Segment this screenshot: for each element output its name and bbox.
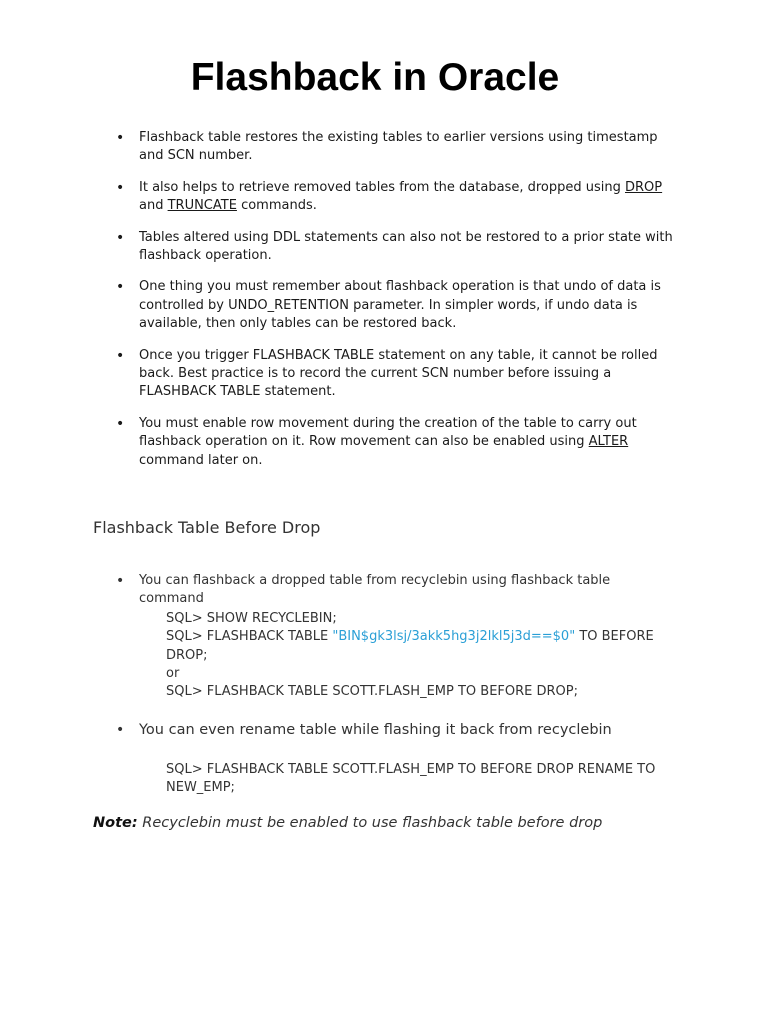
list-item xyxy=(116,229,676,266)
note-label: Note: xyxy=(93,815,138,831)
string-literal: "BIN$gk3lsj/3akk5hg3j2lkl5j3d==$0" xyxy=(332,629,576,645)
list-item-text: One thing you must remember about flashback operation is that undo of data is controlled by UNDO_RETENTION parameter. In simpler words, if undo data is available, then only tables can be restored back. xyxy=(139,279,661,332)
note xyxy=(93,815,602,831)
list-item xyxy=(116,129,676,166)
list-item-text: You can even rename table while flashing it back from recyclebin xyxy=(139,722,612,738)
list-item xyxy=(116,721,676,739)
list-item-text: and xyxy=(139,198,168,214)
list-item-text: Once you trigger FLASHBACK TABLE statement on any table, it cannot be rolled back. Best practice is to record the current SCN number before issuing a FLASHBACK TABLE statement. xyxy=(139,347,658,400)
drop-link[interactable]: DROP xyxy=(625,179,663,195)
code-line: SQL> FLASHBACK TABLE SCOTT.FLASH_EMP TO BEFORE DROP RENAME TO NEW_EMP; xyxy=(166,762,656,796)
list-item-text: Flashback table restores the existing tables to earlier versions using timestamp and SCN number. xyxy=(139,130,658,164)
truncate-link[interactable]: TRUNCATE xyxy=(167,198,237,214)
section-heading: Flashback Table Before Drop xyxy=(93,518,321,537)
list-item-text: command later on. xyxy=(139,452,263,468)
code-block xyxy=(166,761,676,798)
list-item xyxy=(116,415,676,470)
list-item xyxy=(116,278,676,333)
list-item xyxy=(116,347,676,402)
list-item-text: It also helps to retrieve removed tables from the database, dropped using xyxy=(139,179,625,195)
code-line: SQL> FLASHBACK TABLE SCOTT.FLASH_EMP TO BEFORE DROP; xyxy=(166,684,579,700)
list-item-text: You can flashback a dropped table from recyclebin using flashback table command xyxy=(139,573,611,606)
note-text: Recyclebin must be enabled to use flashback table before drop xyxy=(137,815,603,831)
code-line xyxy=(166,628,676,665)
list-item xyxy=(116,179,676,216)
page-title: Flashback in Oracle xyxy=(190,56,560,99)
intro-bullet-list xyxy=(116,129,676,483)
code-text: SQL> FLASHBACK TABLE xyxy=(166,629,333,645)
list-item-text: commands. xyxy=(236,198,317,214)
list-item xyxy=(116,572,676,608)
list-item-text: You must enable row movement during the creation of the table to carry out flashback operation on it. Row movement can also be enabled using xyxy=(139,415,637,450)
list-item-text: Tables altered using DDL statements can also not be restored to a prior state with flashback operation. xyxy=(139,229,673,264)
code-block xyxy=(166,610,676,701)
code-text: TO BEFORE DROP; xyxy=(166,629,654,663)
code-line: SQL> SHOW RECYCLEBIN; xyxy=(166,611,337,626)
code-line: or xyxy=(166,665,180,681)
alter-link[interactable]: ALTER xyxy=(588,434,629,450)
